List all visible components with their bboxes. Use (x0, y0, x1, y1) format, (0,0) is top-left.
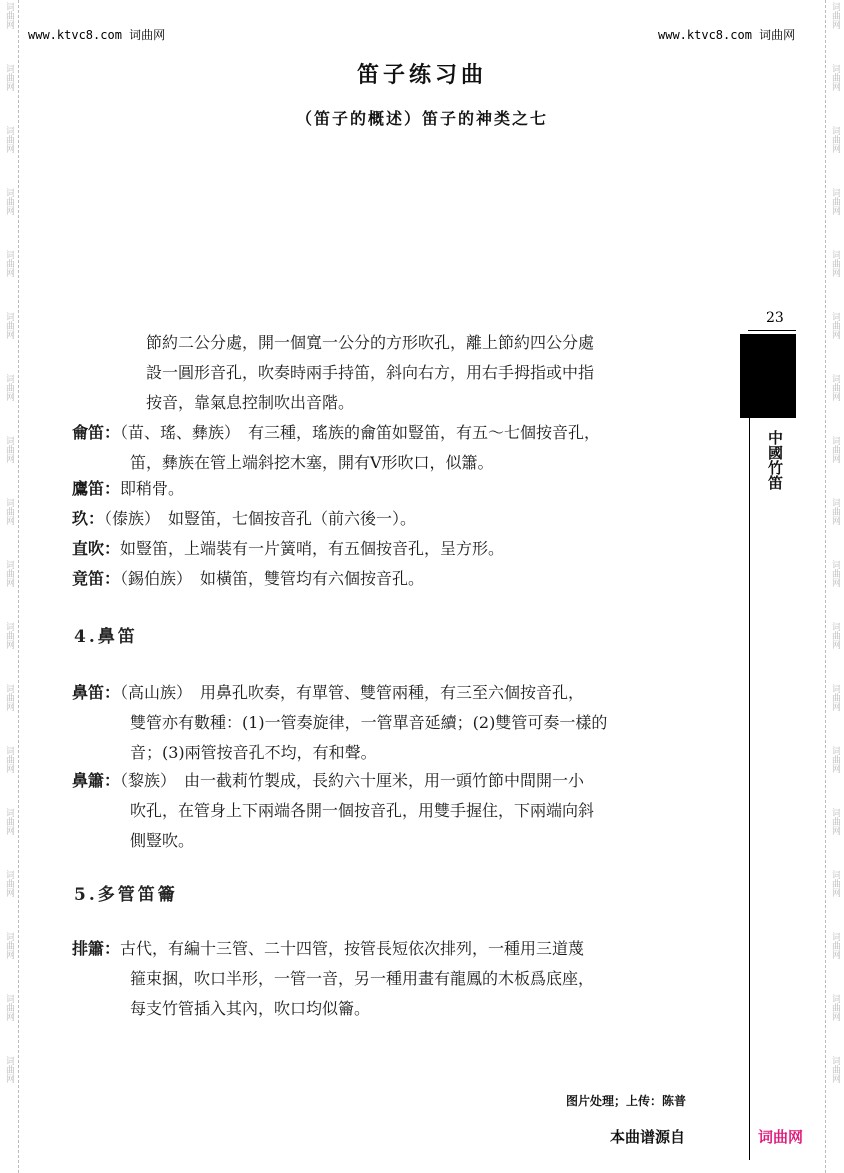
watermark-label: 词曲网 (830, 684, 840, 711)
left-watermark-column (1, 0, 17, 1116)
header-watermark-right (658, 26, 795, 43)
watermark-label: 词曲网 (830, 746, 840, 773)
text-line: （錫伯族） 如橫笛，雙管均有六個按音孔。 (120, 569, 425, 588)
text-line: 古代，有編十三管、二十四管，按管長短依次排列，一種用三道蔑 (120, 939, 585, 958)
text-line: 雙管亦有數種：(1)一管奏旋律，一管單音延續；(2)雙管可奏一樣的 (130, 713, 608, 732)
page-subtitle: （笛子的概述）笛子的神类之七 (295, 109, 548, 128)
source-site-link[interactable]: 词曲网 (758, 1128, 804, 1146)
entry-jingdi (72, 564, 424, 594)
page-number: 23 (766, 310, 784, 326)
watermark-label: 词曲网 (4, 1056, 14, 1083)
watermark-label: 词曲网 (4, 312, 14, 339)
entry-term: 竟笛： (72, 569, 121, 588)
entry-bidi (72, 678, 607, 768)
text-line: 吹孔，在管身上下兩端各開一個按音孔，用雙手握住，下兩端向斜 (130, 801, 595, 820)
text-line: （高山族） 用鼻孔吹奏，有單管、雙管兩種，有三至六個按音孔， (120, 683, 585, 702)
page-title: 笛子练习曲 (356, 63, 487, 88)
watermark-label: 词曲网 (4, 932, 14, 959)
watermark-label: 词曲网 (4, 126, 14, 153)
entry-term: 鼻笛： (72, 683, 121, 702)
watermark-label: 词曲网 (4, 746, 14, 773)
watermark-label: 词曲网 (830, 622, 840, 649)
section-heading: 4.鼻笛 (74, 627, 138, 647)
watermark-label: 词曲网 (830, 250, 840, 277)
section-heading: 5.多管笛籥 (74, 885, 178, 905)
watermark-label: 词曲网 (830, 808, 840, 835)
watermark-label: 词曲网 (830, 498, 840, 525)
watermark-site: 词曲网 (129, 28, 166, 42)
text-line: （傣族） 如豎笛，七個按音孔（前六後一）。 (104, 509, 417, 528)
watermark-label: 词曲网 (4, 436, 14, 463)
upload-credit: 图片处理；上传：陈普 (566, 1094, 687, 1108)
tab-divider (748, 330, 796, 331)
text-line: 按音，靠氣息控制吹出音階。 (146, 393, 355, 412)
watermark-label: 词曲网 (830, 870, 840, 897)
text-line: 設一圓形音孔，吹奏時兩手持笛，斜向右方，用右手拇指或中指 (146, 363, 595, 382)
watermark-label: 词曲网 (4, 560, 14, 587)
watermark-label: 词曲网 (4, 684, 14, 711)
entry-term: 直吹： (72, 539, 121, 558)
watermark-label: 词曲网 (4, 994, 14, 1021)
watermark-label: 词曲网 (4, 188, 14, 215)
watermark-label: 词曲网 (830, 374, 840, 401)
watermark-label: 词曲网 (830, 312, 840, 339)
entry-bixiao (72, 766, 594, 856)
entry-term: 排簫： (72, 939, 121, 958)
chapter-label: 中國竹笛 (766, 430, 784, 490)
watermark-url: www.ktvc8.com (658, 28, 752, 42)
watermark-label: 词曲网 (830, 932, 840, 959)
text-line: 每支竹管插入其內，吹口均似籥。 (130, 999, 371, 1018)
watermark-label: 词曲网 (4, 374, 14, 401)
entry-term: 龠笛： (72, 423, 121, 442)
watermark-label: 词曲网 (4, 870, 14, 897)
right-watermark-column (827, 0, 843, 1116)
watermark-label: 词曲网 (4, 498, 14, 525)
text-line: 音；(3)兩管按音孔不均，有和聲。 (130, 743, 377, 762)
intro-paragraph (146, 328, 594, 418)
text-line: （苗、瑤、彝族） 有三種，瑤族的龠笛如豎笛，有五～七個按音孔， (120, 423, 601, 442)
header-watermark-left (28, 26, 165, 43)
text-line: 箍束捆，吹口半形，一管一音，另一種用畫有龍鳳的木板爲底座， (130, 969, 595, 988)
source-label: 本曲谱源自 (610, 1128, 686, 1146)
watermark-label: 词曲网 (830, 1056, 840, 1083)
watermark-label: 词曲网 (830, 2, 840, 29)
watermark-url: www.ktvc8.com (28, 28, 122, 42)
watermark-label: 词曲网 (4, 250, 14, 277)
margin-rule (749, 340, 750, 1160)
entry-paixiao (72, 934, 594, 1024)
entry-term: 鼻簫： (72, 771, 121, 790)
watermark-label: 词曲网 (4, 622, 14, 649)
text-line: 側豎吹。 (130, 831, 195, 850)
watermark-label: 词曲网 (830, 126, 840, 153)
watermark-label: 词曲网 (830, 436, 840, 463)
entry-jiu (72, 504, 416, 534)
watermark-label: 词曲网 (830, 188, 840, 215)
watermark-site: 词曲网 (759, 28, 796, 42)
entry-yuedi (72, 418, 600, 478)
text-line: 笛，彝族在管上端斜挖木塞，開有V形吹口，似簫。 (130, 453, 494, 472)
entry-term: 玖： (72, 509, 105, 528)
text-line: 如豎笛，上端裝有一片簧哨，有五個按音孔，呈方形。 (120, 539, 505, 558)
watermark-label: 词曲网 (830, 64, 840, 91)
watermark-label: 词曲网 (4, 64, 14, 91)
watermark-label: 词曲网 (4, 2, 14, 29)
text-line: （黎族） 由一截莉竹製成，長約六十厘米，用一頭竹節中間開一小 (120, 771, 585, 790)
watermark-label: 词曲网 (4, 808, 14, 835)
text-line: 即稍骨。 (120, 479, 185, 498)
watermark-label: 词曲网 (830, 560, 840, 587)
entry-zhichui (72, 534, 504, 564)
watermark-label: 词曲网 (830, 994, 840, 1021)
entry-yingdi (72, 474, 184, 504)
text-line: 節約二公分處，開一個寬一公分的方形吹孔，離上節約四公分處 (146, 333, 595, 352)
entry-term: 鷹笛： (72, 479, 121, 498)
